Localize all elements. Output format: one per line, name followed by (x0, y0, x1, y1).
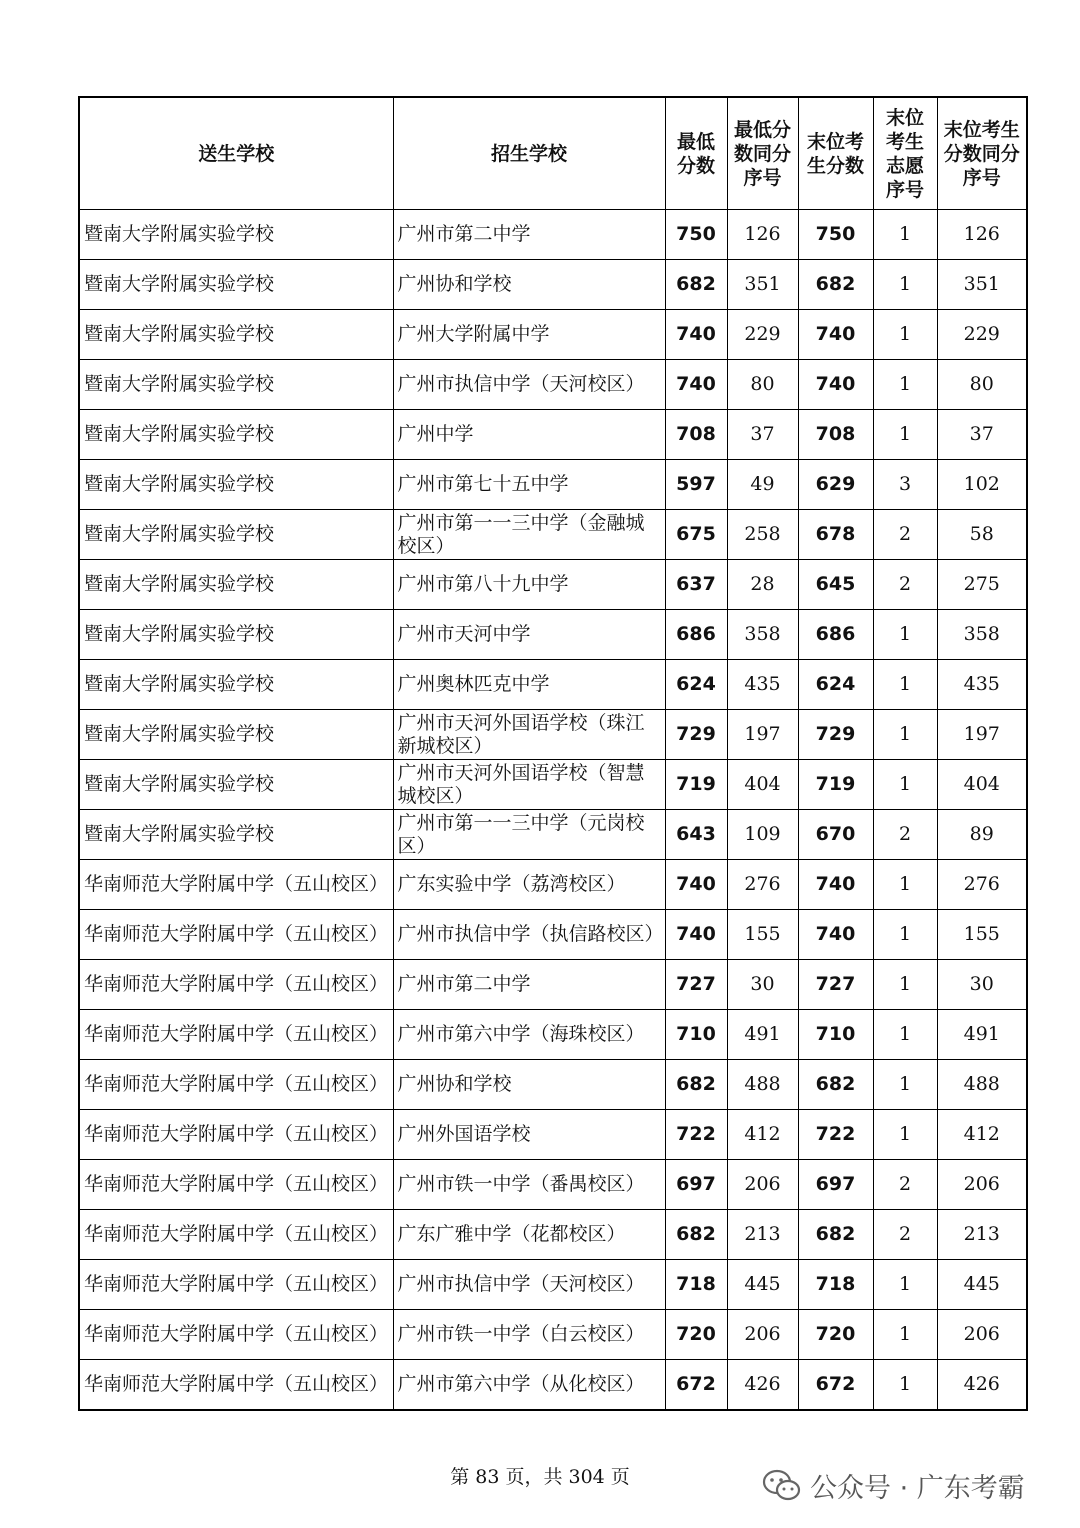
cell-receiving-school: 广州奥林匹克中学 (393, 660, 665, 710)
cell-min-score: 719 (665, 760, 727, 810)
table-row (79, 1060, 1027, 1110)
cell-sending-school: 暨南大学附属实验学校 (79, 260, 393, 310)
cell-min-score: 643 (665, 810, 727, 860)
cell-min-score-rank: 435 (727, 660, 798, 710)
cell-min-score: 740 (665, 360, 727, 410)
cell-min-score: 708 (665, 410, 727, 460)
cell-receiving-school: 广东实验中学（荔湾校区） (393, 860, 665, 910)
cell-last-choice-no: 1 (873, 1360, 937, 1411)
cell-last-score-rank: 206 (937, 1310, 1027, 1360)
cell-receiving-school: 广州外国语学校 (393, 1110, 665, 1160)
cell-min-score-rank: 445 (727, 1260, 798, 1310)
cell-min-score: 682 (665, 1210, 727, 1260)
cell-last-score-rank: 426 (937, 1360, 1027, 1411)
cell-sending-school: 华南师范大学附属中学（五山校区） (79, 960, 393, 1010)
cell-receiving-school: 广州市天河中学 (393, 610, 665, 660)
cell-last-score: 718 (798, 1260, 873, 1310)
cell-min-score-rank: 37 (727, 410, 798, 460)
table-row (79, 910, 1027, 960)
cell-min-score-rank: 491 (727, 1010, 798, 1060)
cell-min-score-rank: 197 (727, 710, 798, 760)
cell-last-score-rank: 351 (937, 260, 1027, 310)
cell-last-score: 624 (798, 660, 873, 710)
cell-min-score: 740 (665, 910, 727, 960)
cell-min-score: 686 (665, 610, 727, 660)
header-last-score: 末位考 生分数 (798, 97, 873, 210)
header-sending-school: 送生学校 (79, 97, 393, 210)
cell-min-score-rank: 229 (727, 310, 798, 360)
cell-last-score-rank: 445 (937, 1260, 1027, 1310)
cell-last-score-rank: 435 (937, 660, 1027, 710)
cell-min-score-rank: 155 (727, 910, 798, 960)
cell-last-score: 672 (798, 1360, 873, 1411)
cell-min-score: 722 (665, 1110, 727, 1160)
cell-last-score-rank: 491 (937, 1010, 1027, 1060)
cell-last-score: 708 (798, 410, 873, 460)
cell-last-score: 740 (798, 860, 873, 910)
cell-receiving-school: 广州协和学校 (393, 1060, 665, 1110)
cell-last-score-rank: 206 (937, 1160, 1027, 1210)
cell-last-choice-no: 2 (873, 510, 937, 560)
cell-sending-school: 暨南大学附属实验学校 (79, 710, 393, 760)
watermark-text: 公众号 · 广东考霸 (810, 1473, 1025, 1504)
table-row (79, 810, 1027, 860)
cell-last-score: 729 (798, 710, 873, 760)
cell-min-score-rank: 206 (727, 1310, 798, 1360)
cell-sending-school: 华南师范大学附属中学（五山校区） (79, 1010, 393, 1060)
cell-receiving-school: 广州大学附属中学 (393, 310, 665, 360)
cell-last-choice-no: 2 (873, 560, 937, 610)
cell-receiving-school: 广州市第七十五中学 (393, 460, 665, 510)
cell-last-score-rank: 213 (937, 1210, 1027, 1260)
cell-last-score: 682 (798, 1060, 873, 1110)
table-row (79, 510, 1027, 560)
cell-sending-school: 暨南大学附属实验学校 (79, 410, 393, 460)
cell-receiving-school: 广州市铁一中学（白云校区） (393, 1310, 665, 1360)
cell-receiving-school: 广州市第一一三中学（金融城校区） (393, 510, 665, 560)
cell-sending-school: 暨南大学附属实验学校 (79, 660, 393, 710)
cell-last-choice-no: 1 (873, 1310, 937, 1360)
cell-last-score-rank: 488 (937, 1060, 1027, 1110)
cell-sending-school: 华南师范大学附属中学（五山校区） (79, 1260, 393, 1310)
table-row (79, 560, 1027, 610)
cell-sending-school: 暨南大学附属实验学校 (79, 310, 393, 360)
cell-sending-school: 华南师范大学附属中学（五山校区） (79, 1210, 393, 1260)
cell-min-score-rank: 109 (727, 810, 798, 860)
cell-last-score-rank: 229 (937, 310, 1027, 360)
cell-min-score: 682 (665, 1060, 727, 1110)
cell-last-score: 719 (798, 760, 873, 810)
cell-last-choice-no: 1 (873, 1110, 937, 1160)
cell-min-score-rank: 412 (727, 1110, 798, 1160)
cell-sending-school: 华南师范大学附属中学（五山校区） (79, 1160, 393, 1210)
table-row (79, 1210, 1027, 1260)
cell-last-score-rank: 37 (937, 410, 1027, 460)
table-row (79, 1260, 1027, 1310)
cell-min-score: 720 (665, 1310, 727, 1360)
cell-last-choice-no: 2 (873, 1160, 937, 1210)
cell-last-choice-no: 1 (873, 1060, 937, 1110)
table-header-row (79, 97, 1027, 210)
table-row (79, 760, 1027, 810)
cell-last-score: 740 (798, 310, 873, 360)
cell-min-score-rank: 276 (727, 860, 798, 910)
cell-min-score-rank: 80 (727, 360, 798, 410)
cell-last-score: 629 (798, 460, 873, 510)
header-last-score-rank: 末位考生 分数同分 序号 (937, 97, 1027, 210)
cell-last-score: 740 (798, 360, 873, 410)
table-row (79, 1360, 1027, 1411)
table-row (79, 360, 1027, 410)
cell-last-choice-no: 1 (873, 660, 937, 710)
cell-last-score: 697 (798, 1160, 873, 1210)
table-row (79, 260, 1027, 310)
cell-receiving-school: 广州协和学校 (393, 260, 665, 310)
cell-sending-school: 暨南大学附属实验学校 (79, 510, 393, 560)
cell-last-score-rank: 276 (937, 860, 1027, 910)
cell-last-score-rank: 358 (937, 610, 1027, 660)
cell-last-score: 727 (798, 960, 873, 1010)
cell-min-score-rank: 126 (727, 210, 798, 260)
cell-last-score: 645 (798, 560, 873, 610)
cell-min-score: 710 (665, 1010, 727, 1060)
cell-last-score-rank: 89 (937, 810, 1027, 860)
cell-last-choice-no: 1 (873, 710, 937, 760)
cell-receiving-school: 广州市第一一三中学（元岗校区） (393, 810, 665, 860)
cell-last-score-rank: 275 (937, 560, 1027, 610)
cell-sending-school: 暨南大学附属实验学校 (79, 610, 393, 660)
table-row (79, 310, 1027, 360)
cell-receiving-school: 广州市第八十九中学 (393, 560, 665, 610)
cell-last-score: 678 (798, 510, 873, 560)
cell-sending-school: 暨南大学附属实验学校 (79, 760, 393, 810)
cell-min-score: 675 (665, 510, 727, 560)
cell-min-score-rank: 488 (727, 1060, 798, 1110)
table-row (79, 210, 1027, 260)
cell-min-score: 740 (665, 310, 727, 360)
table-row (79, 860, 1027, 910)
document-table-wrapper (78, 96, 1028, 1411)
cell-min-score-rank: 358 (727, 610, 798, 660)
header-last-choice-no: 末位 考生 志愿 序号 (873, 97, 937, 210)
cell-last-choice-no: 1 (873, 1260, 937, 1310)
cell-min-score: 750 (665, 210, 727, 260)
cell-sending-school: 华南师范大学附属中学（五山校区） (79, 910, 393, 960)
cell-receiving-school: 广州市执信中学（天河校区） (393, 360, 665, 410)
cell-last-score: 740 (798, 910, 873, 960)
cell-min-score-rank: 30 (727, 960, 798, 1010)
cell-last-choice-no: 1 (873, 960, 937, 1010)
table-row (79, 1310, 1027, 1360)
table-row (79, 460, 1027, 510)
cell-min-score-rank: 426 (727, 1360, 798, 1411)
cell-receiving-school: 广州市天河外国语学校（珠江新城校区） (393, 710, 665, 760)
cell-last-score: 722 (798, 1110, 873, 1160)
header-min-score: 最低 分数 (665, 97, 727, 210)
cell-last-score: 750 (798, 210, 873, 260)
cell-min-score: 672 (665, 1360, 727, 1411)
table-row (79, 960, 1027, 1010)
cell-last-choice-no: 2 (873, 1210, 937, 1260)
cell-receiving-school: 广州市执信中学（执信路校区） (393, 910, 665, 960)
cell-last-score: 682 (798, 260, 873, 310)
cell-receiving-school: 广州中学 (393, 410, 665, 460)
admission-score-table (78, 96, 1028, 1411)
header-receiving-school: 招生学校 (393, 97, 665, 210)
cell-min-score: 697 (665, 1160, 727, 1210)
cell-sending-school: 华南师范大学附属中学（五山校区） (79, 1360, 393, 1411)
cell-last-choice-no: 1 (873, 210, 937, 260)
cell-min-score-rank: 213 (727, 1210, 798, 1260)
header-min-score-rank: 最低分 数同分 序号 (727, 97, 798, 210)
cell-min-score: 624 (665, 660, 727, 710)
cell-min-score: 729 (665, 710, 727, 760)
table-body (79, 210, 1027, 1411)
table-row (79, 1110, 1027, 1160)
cell-last-choice-no: 1 (873, 860, 937, 910)
cell-min-score: 597 (665, 460, 727, 510)
cell-receiving-school: 广州市第六中学（海珠校区） (393, 1010, 665, 1060)
cell-sending-school: 华南师范大学附属中学（五山校区） (79, 860, 393, 910)
cell-last-choice-no: 1 (873, 1010, 937, 1060)
cell-sending-school: 暨南大学附属实验学校 (79, 810, 393, 860)
cell-last-score: 670 (798, 810, 873, 860)
cell-min-score-rank: 28 (727, 560, 798, 610)
cell-min-score-rank: 404 (727, 760, 798, 810)
table-row (79, 710, 1027, 760)
cell-receiving-school: 广州市天河外国语学校（智慧城校区） (393, 760, 665, 810)
page-footer: 第 83 页，共 304 页 (450, 1466, 630, 1488)
cell-sending-school: 暨南大学附属实验学校 (79, 360, 393, 410)
cell-min-score: 637 (665, 560, 727, 610)
cell-last-score: 710 (798, 1010, 873, 1060)
cell-receiving-school: 广州市执信中学（天河校区） (393, 1260, 665, 1310)
cell-last-choice-no: 1 (873, 310, 937, 360)
wechat-icon (762, 1469, 802, 1503)
cell-min-score-rank: 351 (727, 260, 798, 310)
cell-last-score-rank: 30 (937, 960, 1027, 1010)
cell-min-score: 718 (665, 1260, 727, 1310)
cell-receiving-school: 广州市第二中学 (393, 960, 665, 1010)
cell-min-score: 727 (665, 960, 727, 1010)
cell-min-score: 682 (665, 260, 727, 310)
cell-last-score: 720 (798, 1310, 873, 1360)
cell-last-score: 686 (798, 610, 873, 660)
table-row (79, 1160, 1027, 1210)
cell-receiving-school: 广州市第二中学 (393, 210, 665, 260)
table-row (79, 610, 1027, 660)
cell-sending-school: 暨南大学附属实验学校 (79, 460, 393, 510)
cell-last-score-rank: 412 (937, 1110, 1027, 1160)
cell-last-choice-no: 1 (873, 610, 937, 660)
watermark (762, 1466, 1025, 1505)
cell-last-choice-no: 3 (873, 460, 937, 510)
cell-last-choice-no: 1 (873, 360, 937, 410)
cell-min-score: 740 (665, 860, 727, 910)
cell-last-score-rank: 197 (937, 710, 1027, 760)
cell-last-choice-no: 1 (873, 910, 937, 960)
cell-sending-school: 暨南大学附属实验学校 (79, 560, 393, 610)
cell-last-score-rank: 155 (937, 910, 1027, 960)
cell-sending-school: 华南师范大学附属中学（五山校区） (79, 1310, 393, 1360)
table-row (79, 660, 1027, 710)
cell-min-score-rank: 49 (727, 460, 798, 510)
cell-min-score-rank: 258 (727, 510, 798, 560)
cell-last-score-rank: 58 (937, 510, 1027, 560)
cell-receiving-school: 广东广雅中学（花都校区） (393, 1210, 665, 1260)
cell-last-choice-no: 1 (873, 260, 937, 310)
cell-last-score-rank: 126 (937, 210, 1027, 260)
cell-last-score-rank: 102 (937, 460, 1027, 510)
cell-last-choice-no: 1 (873, 410, 937, 460)
cell-last-score-rank: 404 (937, 760, 1027, 810)
cell-sending-school: 华南师范大学附属中学（五山校区） (79, 1110, 393, 1160)
table-row (79, 1010, 1027, 1060)
cell-last-choice-no: 1 (873, 760, 937, 810)
cell-last-score: 682 (798, 1210, 873, 1260)
cell-receiving-school: 广州市第六中学（从化校区） (393, 1360, 665, 1411)
cell-min-score-rank: 206 (727, 1160, 798, 1210)
cell-receiving-school: 广州市铁一中学（番禺校区） (393, 1160, 665, 1210)
table-row (79, 410, 1027, 460)
cell-last-score-rank: 80 (937, 360, 1027, 410)
cell-sending-school: 暨南大学附属实验学校 (79, 210, 393, 260)
cell-sending-school: 华南师范大学附属中学（五山校区） (79, 1060, 393, 1110)
cell-last-choice-no: 2 (873, 810, 937, 860)
